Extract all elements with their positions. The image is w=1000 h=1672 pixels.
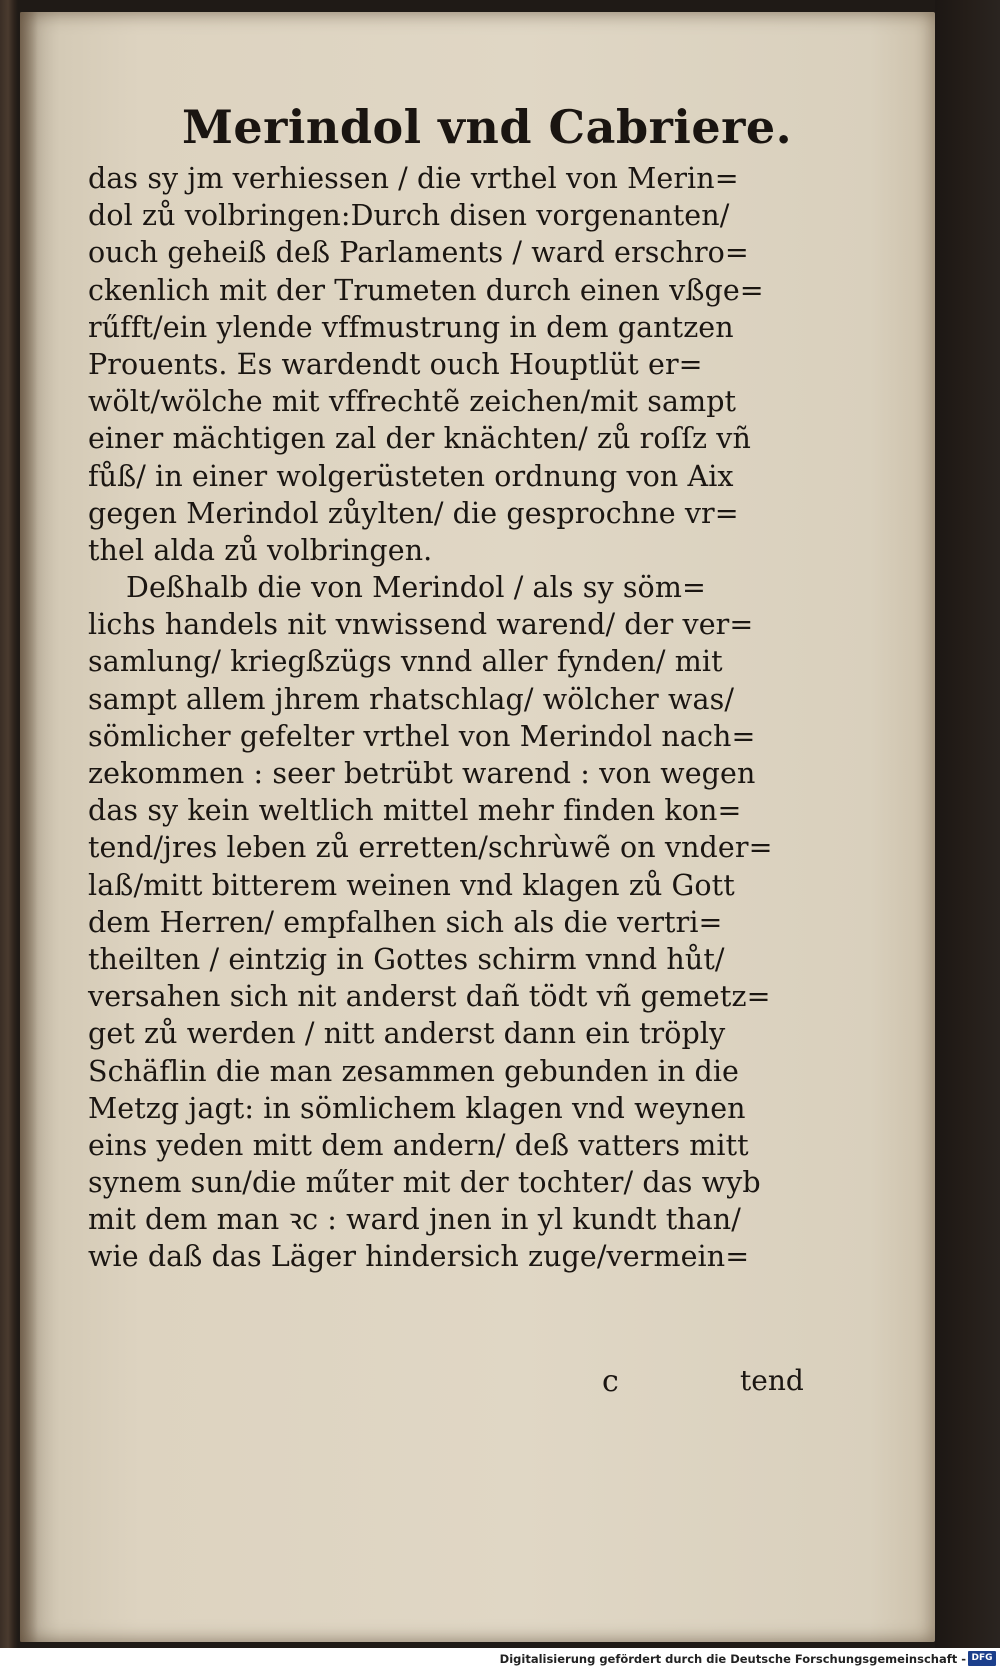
text-line: einer mächtigen zal der knächten/ zů roſſz vñ — [88, 422, 751, 456]
text-line: Schäflin die man zesammen gebunden in die — [88, 1054, 740, 1088]
text-line: wie daß das Läger hindersich zuge/vermein= — [88, 1240, 750, 1274]
text-line: tend/jres leben zů erretten/schrùwẽ on vnder= — [88, 831, 773, 865]
text-line: thel alda zů volbringen. — [88, 533, 433, 567]
text-line: sömlicher gefelter vrthel von Merindol nach= — [88, 719, 756, 753]
text-line: synem sun/die műter mit der tochter/ das wyb — [88, 1166, 761, 1200]
text-line: laß/mitt bitterem weinen vnd klagen zů Gott — [88, 868, 735, 902]
running-heading: Merindol vnd Cabriere. — [182, 100, 793, 154]
text-line: lichs handels nit vnwissend warend/ der ver= — [88, 608, 754, 642]
text-line: das sy kein weltlich mittel mehr finden kon= — [88, 794, 742, 828]
text-line: wölt/wölche mit vffrechtẽ zeichen/mit sampt — [88, 385, 737, 419]
text-line: Prouents. Es wardendt ouch Houptlüt er= — [88, 347, 703, 381]
digitization-credit: Digitalisierung gefördert durch die Deutsche Forschungsgemeinschaft - — [499, 1652, 966, 1666]
text-line: eins yeden mitt dem andern/ deß vatters mitt — [88, 1128, 749, 1162]
text-line: das sy jm verhiessen / die vrthel von Merin= — [88, 162, 739, 195]
text-line: samlung/ kriegßzügs vnnd aller fynden/ mit — [88, 645, 723, 679]
body-text — [88, 160, 808, 1276]
text-line: ouch geheiß deß Parlaments / ward erschro= — [88, 236, 749, 270]
paragraph-start-line: Deßhalb die von Merindol / als sy söm= — [126, 571, 706, 605]
text-line: zekommen : seer betrübt warend : von wegen — [88, 757, 756, 790]
text-line: mit dem man ꝛc : ward jnen in yl kundt than/ — [88, 1203, 741, 1237]
text-line: get zů werden / nitt anderst dann ein tröply — [88, 1017, 726, 1051]
text-line: theilten / eintzig in Gottes schirm vnnd hůt/ — [88, 942, 725, 976]
text-line: Metzg jagt: in sömlichem klagen vnd weynen — [88, 1091, 746, 1125]
signature-mark: c — [602, 1364, 619, 1399]
text-line: sampt allem jhrem rhatschlag/ wölcher was/ — [88, 682, 735, 716]
text-line: dol zů volbringen:Durch disen vorgenanten/ — [88, 199, 730, 233]
text-line: versahen sich nit anderst dañ tödt vñ gemetz= — [88, 980, 771, 1014]
text-line: fůß/ in einer wolgerüsteten ordnung von Aix — [88, 459, 734, 493]
text-line: gegen Merindol zůylten/ die gesprochne vr= — [88, 496, 739, 530]
text-line: ckenlich mit der Trumeten durch einen vßge= — [88, 273, 764, 307]
scan-right-edge — [935, 0, 1000, 1648]
text-line: rűfft/ein ylende vffmustrung in dem gantzen — [88, 310, 734, 344]
text-line: dem Herren/ empfalhen sich als die vertri= — [88, 905, 723, 939]
catchword: tend — [740, 1364, 804, 1397]
book-page — [20, 12, 935, 1642]
dfg-logo: DFG — [968, 1651, 996, 1666]
